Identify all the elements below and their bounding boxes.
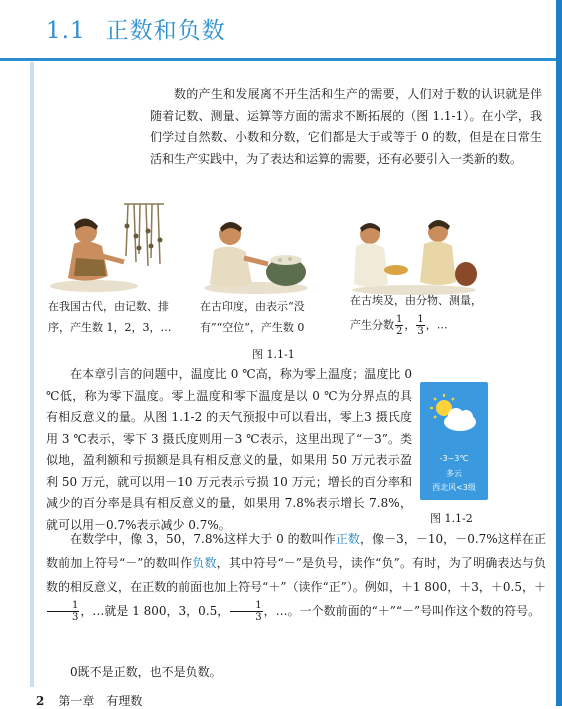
caption-line: 在古埃及，由分物、测量， <box>350 294 482 307</box>
text-run: ，其中符号“－”是负号，读作“负”。有时，为了明确表达与负数的相反意义，在正数的前面也加上符号“＋”（读作“正”）。例如，＋1 800，＋3，＋0.5，＋ <box>46 556 546 594</box>
weather-forecast-card <box>420 382 488 500</box>
text-run: 在数学中，像 3，50，7.8%这样大于 0 的数叫作 <box>70 532 336 546</box>
intro-text: 数的产生和发展离不开生活和生产的需要，人们对于数的认识就是伴随着记数、测量、运算等方面的需求不断拓展的（图 1.1-1）。在小学，我们学过自然数、小数和分数，它们都是大于或等于 0 的数，但是在日常生活和生产实践中，为了表达和运算的需要，还有必要引入一类新的数。 <box>150 87 542 166</box>
weather-temp: -3~3℃ <box>439 454 469 463</box>
numerator: 1 <box>417 314 424 325</box>
separator: ， <box>404 318 416 332</box>
heading-rule <box>0 58 556 61</box>
figure-caption-egypt <box>350 290 510 337</box>
text-run: ，…就是 1 800，3，0.5， <box>80 604 230 618</box>
caption-line: 在古印度，由表示“没 <box>200 300 305 313</box>
weather-condition: 多云 <box>446 469 462 478</box>
section-title: 正数和负数 <box>105 18 226 44</box>
fraction-one-half <box>395 314 403 337</box>
paragraph-text: 在本章引言的问题中，温度比 0 ℃高，称为零上温度；温度比 0 ℃低，称为零下温度。零上温度和零下温度是以 0 ℃为分界点的具有相反意义的量。从图 1.1-2 的天气预报中可以看出，零上3 摄氏度用 3 ℃表示，零下 3 摄氏度则用－3 ℃表示，这里出现了“－3”。类似地，盈利额和亏损额是具有相反意义的量，如果用 50 万元表示盈利 50 万元，就可以用－10 万元表示亏损 10 万元；增长的百分率和减少的百分率是具有相反意义的量，如果用 7.8%表示增长 7.8%，就可以用－0.7%表示减少 0.7%。 <box>46 367 412 532</box>
margin-bar <box>30 62 34 687</box>
ancient-egypt-illustration <box>344 210 484 296</box>
fraction-one-third <box>47 600 79 623</box>
intro-paragraph <box>150 84 542 170</box>
ancient-india-illustration <box>196 206 316 296</box>
keyword-positive: 正数 <box>335 532 360 546</box>
numerator: 1 <box>396 314 403 325</box>
fraction-one-third <box>416 314 424 337</box>
caption-tail: ，… <box>425 318 448 332</box>
caption-line: 序，产生数 1，2，3，… <box>48 321 172 334</box>
chapter-title: 第一章 有理数 <box>58 694 143 708</box>
section-heading <box>46 12 226 45</box>
numerator: 1 <box>47 600 79 612</box>
paragraph-zero <box>46 662 546 684</box>
fraction-one-third <box>230 600 262 623</box>
paragraph-temperature <box>46 364 412 536</box>
weather-wind: 西北风<3级 <box>432 483 476 492</box>
figure-label-1-1-1: 图 1.1-1 <box>252 348 295 361</box>
figure-caption-india <box>200 296 338 338</box>
text-run: ，像－3，－10，－0.7%这样在正数前加上符号“－”的数叫作 <box>46 532 546 570</box>
section-number: 1.1 <box>46 18 86 44</box>
caption-text: 产生分数 <box>350 318 394 332</box>
ancient-china-illustration <box>46 196 166 296</box>
keyword-negative: 负数 <box>192 556 217 570</box>
partly-cloudy-icon <box>426 392 482 436</box>
caption-line: 有”“空位”，产生数 0 <box>200 321 305 334</box>
paragraph-text: 0既不是正数，也不是负数。 <box>70 665 222 679</box>
page-number: 2 <box>36 694 45 708</box>
text-run: ，…。一个数前面的“＋”“－”号叫作这个数的符号。 <box>263 604 541 618</box>
figure-label-1-1-2: 图 1.1-2 <box>430 512 473 525</box>
caption-line: 在我国古代，由记数、排 <box>48 300 169 313</box>
page-footer <box>36 692 142 709</box>
denominator: 3 <box>417 326 424 337</box>
denominator: 3 <box>255 612 262 623</box>
numerator: 1 <box>230 600 262 612</box>
denominator: 3 <box>72 612 79 623</box>
caption-line <box>350 314 510 337</box>
denominator: 2 <box>396 326 403 337</box>
paragraph-text <box>46 527 546 623</box>
figure-caption-china <box>48 296 186 338</box>
paragraph-definitions <box>46 527 546 623</box>
